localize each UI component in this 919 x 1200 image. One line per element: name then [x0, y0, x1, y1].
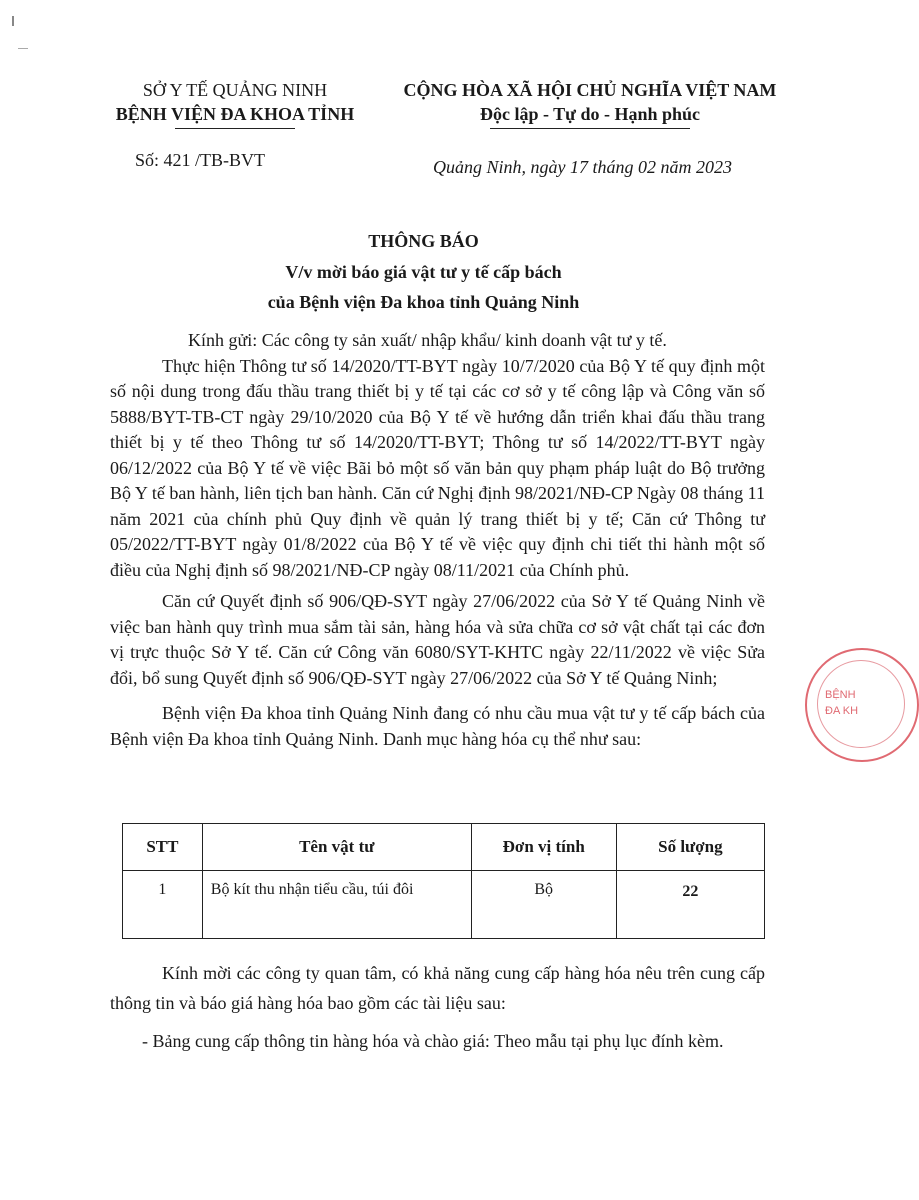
paragraph-decision: Căn cứ Quyết định số 906/QĐ-SYT ngày 27/06/2022 của Sở Y tế Quảng Ninh về việc ban hành quy trình mua sắm tài sản, hàng hóa và sửa chữa cơ sở vật chất tại các đơn vị trực thuộc Sở Y tế. Căn cứ Công văn 6080/SYT-KHTC ngày 22/11/2022 về việc Sửa đổi, bổ sung Quyết định số 906/QĐ-SYT ngày 27/06/2022 của Sở Y tế Quảng Ninh;: [110, 591, 765, 688]
issuer-hospital: BỆNH VIỆN ĐA KHOA TỈNH: [115, 104, 355, 124]
scan-edge-mark: [12, 16, 14, 26]
paragraph-legal-basis: Thực hiện Thông tư số 14/2020/TT-BYT ngày 10/7/2020 của Bộ Y tế quy định một số nội dung trong đấu thầu trang thiết bị y tế tại các cơ sở y tế công lập và Công văn số 5888/BYT-TB-CT ngày 29/10/2020 của Bộ Y tế về hướng dẫn triển khai đấu thầu trang thiết bị y tế theo Thông tư số 14/2020/TT-BYT; Thông tư số 14/2022/TT-BYT ngày 06/12/2022 của Bộ Y tế về việc Bãi bỏ một số văn bản quy phạm pháp luật do Bộ trưởng Bộ Y tế ban hành, liên tịch ban hành. Căn cứ Nghị định 98/2021/NĐ-CP Ngày 08 tháng 11 năm 2021 của chính phủ Quy định về quản lý trang thiết bị y tế; Căn cứ Thông tư 05/2022/TT-BYT ngày 01/8/2022 của Bộ Y tế về việc quy định chi tiết thi hành một số điều của Nghị định số 98/2021/NĐ-CP ngày 08/11/2021 của Chính phủ.: [110, 355, 765, 580]
column-header-unit: Đơn vị tính: [471, 824, 616, 871]
issuer-underline: [175, 128, 295, 129]
issuer-department: SỞ Y TẾ QUẢNG NINH: [142, 80, 328, 100]
salutation: Kính gửi: Các công ty sản xuất/ nhập khẩu/ kinh doanh vật tư y tế.: [188, 330, 667, 350]
paragraph-invitation: Kính mời các công ty quan tâm, có khả năng cung cấp hàng hóa nêu trên cung cấp thông tin và báo giá hàng hóa bao gồm các tài liệu sau:: [110, 963, 765, 1013]
body-text: [110, 328, 765, 752]
national-motto-block: [385, 78, 795, 129]
document-number: Số: 421 /TB-BVT: [135, 150, 266, 170]
cell-unit: Bộ: [471, 871, 616, 939]
national-motto: Độc lập - Tự do - Hạnh phúc: [479, 104, 701, 124]
document-subject-line2: của Bệnh viện Đa khoa tỉnh Quảng Ninh: [267, 292, 580, 312]
national-title: CỘNG HÒA XÃ HỘI CHỦ NGHĨA VIỆT NAM: [403, 80, 777, 100]
document-subject-line1: V/v mời báo giá vật tư y tế cấp bách: [285, 262, 562, 282]
place-date: Quảng Ninh, ngày 17 tháng 02 năm 2023: [433, 157, 732, 177]
hospital-stamp: [805, 648, 919, 762]
column-header-quantity: Số lượng: [616, 824, 764, 871]
scan-edge-mark: [18, 48, 28, 49]
closing-text: [110, 958, 765, 1056]
table-row: [123, 871, 765, 939]
column-header-item-name: Tên vật tư: [202, 824, 471, 871]
motto-underline: [490, 128, 690, 129]
paragraph-demand: Bệnh viện Đa khoa tỉnh Quảng Ninh đang có nhu cầu mua vật tư y tế cấp bách của Bệnh viện Đa khoa tỉnh Quảng Ninh. Danh mục hàng hóa cụ thể như sau:: [110, 703, 765, 749]
column-header-stt: STT: [123, 824, 203, 871]
goods-table: [122, 823, 765, 939]
stamp-text-line2: ĐA KH: [825, 705, 859, 717]
document-title: THÔNG BÁO: [368, 231, 479, 251]
stamp-text-line1: BỆNH: [825, 689, 856, 701]
cell-stt: 1: [123, 871, 203, 939]
cell-quantity: 22: [616, 871, 764, 939]
table-header-row: [123, 824, 765, 871]
issuer-block: [90, 78, 380, 129]
cell-item-name: Bộ kít thu nhận tiểu cầu, túi đôi: [202, 871, 471, 939]
paragraph-attachment: - Bảng cung cấp thông tin hàng hóa và chào giá: Theo mẫu tại phụ lục đính kèm.: [142, 1031, 724, 1051]
